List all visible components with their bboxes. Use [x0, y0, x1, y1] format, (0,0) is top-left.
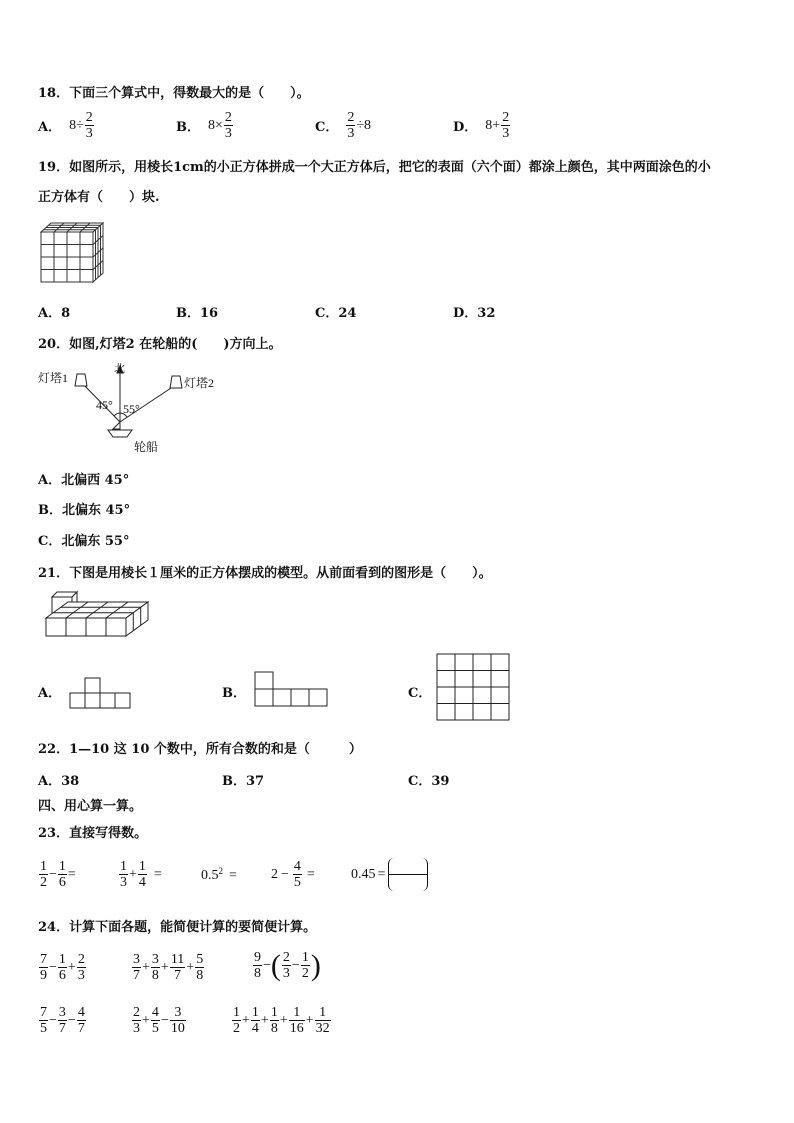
- angle-arc-45: [114, 413, 120, 416]
- fraction: $\frac{1}{3}$: [120, 859, 127, 890]
- q24-expr-5: [131, 1005, 187, 1036]
- equals-sign: =: [306, 866, 315, 882]
- q24-expr-3: [252, 950, 321, 981]
- q20-stem: 20．如图,灯塔2 在轮船的( )方向上。: [38, 337, 282, 352]
- lighthouse1-label: 灯塔1: [38, 371, 69, 385]
- fraction: $\frac{4}{7}$: [77, 1005, 85, 1036]
- operator: +: [142, 1012, 150, 1028]
- operator: +: [492, 117, 501, 133]
- q23-expr-1: [38, 859, 76, 890]
- fraction: $\frac{3}{8}$: [151, 952, 159, 983]
- operator: −: [67, 1012, 76, 1028]
- q22-stem: 22．1—10 这 10 个数中，所有合数的和是（ ）: [38, 742, 362, 757]
- fraction: $\frac{7}{9}$: [40, 952, 47, 983]
- operand: 0.45: [351, 866, 376, 882]
- operator: +: [160, 959, 169, 975]
- q23-expr-4: [271, 859, 315, 890]
- option-letter: C．: [315, 120, 339, 135]
- q24-expr-1: [38, 952, 87, 983]
- operator: +: [142, 959, 150, 975]
- operator: +: [186, 959, 195, 975]
- operand: 8: [364, 117, 372, 133]
- operator: +: [260, 1012, 269, 1028]
- fraction: $\frac{2}{3}$: [282, 950, 290, 981]
- lighthouse2-icon: [170, 376, 182, 388]
- q22-option-b[interactable]: B．37: [222, 774, 265, 789]
- operator: +: [279, 1012, 288, 1028]
- fraction: $\frac{1}{6}$: [58, 859, 66, 890]
- q18-stem: 18．下面三个算式中，得数最大的是（ ）。: [38, 86, 310, 101]
- fraction: $\frac{4}{5}$: [293, 859, 301, 890]
- q23-expr-3: [201, 868, 237, 884]
- q19-option-b[interactable]: B．16: [176, 306, 219, 321]
- q23-expr-2: [118, 859, 162, 890]
- left-paren: (: [270, 948, 281, 982]
- q19-option-d[interactable]: D．32: [453, 306, 496, 321]
- fraction: $\frac{11}{7}$: [170, 952, 185, 983]
- lighthouse-direction-figure: [36, 360, 226, 460]
- fraction: $\frac{1}{16}$: [289, 1005, 304, 1036]
- fraction: $\frac{9}{8}$: [254, 950, 261, 981]
- fraction: $\frac{2}{3}$: [224, 110, 232, 141]
- fraction: $\frac{3}{7}$: [58, 1005, 66, 1036]
- blank-fraction-answer[interactable]: [388, 858, 428, 891]
- fraction: $\frac{2}{3}$: [502, 110, 510, 141]
- equals-sign: =: [229, 868, 237, 883]
- q23-expr-5: [351, 858, 429, 891]
- view-option-a-figure[interactable]: [70, 677, 132, 709]
- q18-option-a[interactable]: [38, 110, 95, 141]
- option-letter: B．: [176, 120, 200, 135]
- equals-sign: =: [377, 866, 386, 882]
- q21-option-b[interactable]: B．: [222, 686, 246, 701]
- q20-option-a[interactable]: A．北偏西 45°: [38, 473, 130, 488]
- section-4-heading: 四、用心算一算。: [38, 799, 143, 814]
- fraction: $\frac{1}{8}$: [270, 1005, 278, 1036]
- angle-55-label: 55°: [123, 402, 140, 416]
- operand: 8: [485, 117, 493, 133]
- operator: +: [242, 1012, 250, 1028]
- fraction: $\frac{3}{7}$: [133, 952, 140, 983]
- lighthouse2-label: 灯塔2: [184, 376, 215, 390]
- fraction: $\frac{1}{32}$: [315, 1005, 330, 1036]
- operator: −: [281, 866, 289, 882]
- option-letter: D．: [453, 120, 478, 135]
- fraction: $\frac{1}{6}$: [58, 952, 66, 983]
- q18-option-d[interactable]: [453, 110, 511, 141]
- view-option-c-figure[interactable]: [436, 653, 511, 721]
- fraction: $\frac{1}{4}$: [251, 1005, 259, 1036]
- option-letter: A．: [38, 120, 62, 135]
- operator: +: [305, 1012, 314, 1028]
- q24-expr-4: [38, 1005, 87, 1036]
- fraction: $\frac{7}{5}$: [40, 1005, 47, 1036]
- lighthouse1-icon: [75, 374, 87, 386]
- angle-45-label: 45°: [96, 398, 113, 412]
- operator: ÷: [76, 117, 84, 133]
- q18-option-b[interactable]: [176, 110, 234, 141]
- operator: ×: [215, 117, 223, 133]
- operand: 8: [69, 117, 77, 133]
- view-option-b-figure[interactable]: [254, 671, 328, 709]
- q22-option-c[interactable]: C．39: [408, 774, 450, 789]
- fraction: $\frac{5}{8}$: [196, 952, 204, 983]
- operand: 2: [271, 866, 278, 882]
- operator: +: [67, 959, 76, 975]
- q19-stem-line2: 正方体有（ ）块.: [38, 190, 160, 205]
- q19-option-a[interactable]: A．8: [38, 306, 71, 321]
- q22-option-a[interactable]: A．38: [38, 774, 80, 789]
- q24-stem: 24．计算下面各题，能简便计算的要简便计算。: [38, 920, 317, 935]
- north-label: 北: [114, 363, 125, 375]
- q18-option-c[interactable]: [315, 110, 371, 141]
- ship-icon: [108, 430, 132, 437]
- q23-stem: 23．直接写得数。: [38, 826, 148, 841]
- operator: −: [263, 957, 271, 973]
- q21-option-c[interactable]: C．: [408, 686, 432, 701]
- q19-option-c[interactable]: C．24: [315, 306, 357, 321]
- equals-sign: =: [153, 866, 162, 882]
- right-paren: ): [310, 948, 321, 982]
- operand: 8: [208, 117, 215, 133]
- fraction: $\frac{1}{2}$: [301, 950, 309, 981]
- operator: −: [49, 866, 57, 882]
- base: 0.5: [201, 868, 219, 883]
- operator: −: [160, 1012, 169, 1028]
- fraction: $\frac{1}{2}$: [233, 1005, 240, 1036]
- q21-stem: 21．下图是用棱长１厘米的正方体摆成的模型。从前面看到的图形是（ ）。: [38, 566, 492, 581]
- fraction: $\frac{4}{5}$: [151, 1005, 159, 1036]
- operator: ÷: [356, 117, 365, 133]
- operator: −: [49, 1012, 57, 1028]
- fraction: $\frac{2}{3}$: [133, 1005, 140, 1036]
- cube-4x4x4-figure: [40, 222, 104, 284]
- q20-option-c[interactable]: C．北偏东 55°: [38, 534, 130, 549]
- equals-sign: =: [67, 866, 76, 882]
- q24-expr-2: [131, 952, 205, 983]
- ship-label: 轮船: [134, 440, 159, 454]
- operator: −: [49, 959, 57, 975]
- operator: +: [129, 866, 137, 882]
- fraction: $\frac{3}{10}$: [170, 1005, 185, 1036]
- fraction: $\frac{1}{2}$: [40, 859, 47, 890]
- fraction: $\frac{1}{4}$: [138, 859, 146, 890]
- exponent: 2: [218, 866, 223, 876]
- q24-expr-6: [231, 1005, 332, 1036]
- fraction: $\frac{2}{3}$: [77, 952, 85, 983]
- q20-option-b[interactable]: B．北偏东 45°: [38, 503, 131, 518]
- operator: −: [291, 957, 300, 973]
- q21-option-a[interactable]: A．: [38, 686, 62, 701]
- fraction: $\frac{2}{3}$: [85, 110, 93, 141]
- fraction: $\frac{2}{3}$: [347, 110, 355, 141]
- q19-stem-line1: 19．如图所示，用棱长1cm的小正方体拼成一个大正方体后，把它的表面（六个面）都涂上颜色，其中两面涂色的小: [38, 160, 711, 175]
- cube-model-figure: [44, 592, 150, 638]
